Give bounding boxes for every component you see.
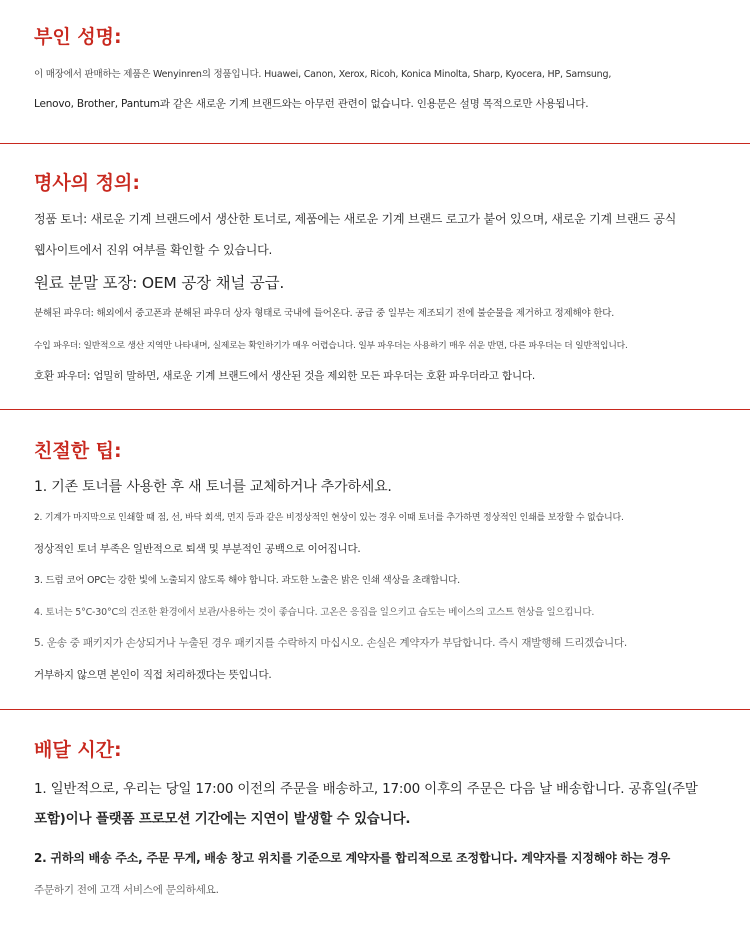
tip-item: 거부하지 않으면 본인이 직접 처리하겠다는 뜻입니다. xyxy=(34,669,272,681)
delivery-item: 1. 일반적으로, 우리는 당일 17:00 이전의 주문을 배송하고, 17:00 이후의 주문은 다음 날 배송합니다. 공휴일(주말 xyxy=(34,781,698,797)
terms-heading: 명사의 정의: xyxy=(34,172,140,194)
tip-item: 2. 기계가 마지막으로 인쇄할 때 점, 선, 바닥 회색, 먼지 등과 같은 비정상적인 현상이 있는 경우 이때 토너를 추가하면 정상적인 인쇄를 보장할 수 없습니다. xyxy=(34,513,624,523)
tip-item: 3. 드럼 코어 OPC는 강한 빛에 노출되지 않도록 해야 합니다. 과도한 노출은 밝은 인쇄 색상을 초래합니다. xyxy=(34,575,460,586)
term-imported-powder: 수입 파우더: 일반적으로 생산 지역만 나타내며, 실제로는 확인하기가 매우 어렵습니다. 일부 파우더는 사용하기 매우 쉬운 반면, 다른 파우더는 더 일반적입니다. xyxy=(34,341,628,351)
tip-item: 5. 운송 중 패키지가 손상되거나 누출된 경우 패키지를 수락하지 마십시오. 손실은 계약자가 부담합니다. 즉시 재발행해 드리겠습니다. xyxy=(34,637,628,649)
disclaimer-heading: 부인 성명: xyxy=(34,26,122,48)
term-split-powder: 분해된 파우더: 해외에서 중고폰과 분해된 파우더 상자 형태로 국내에 들어온다. 공급 중 일부는 제조되기 전에 불순물을 제거하고 정제해야 한다. xyxy=(34,308,615,319)
term-compatible-powder: 호환 파우더: 엄밀히 말하면, 새로운 기계 브랜드에서 생산된 것을 제외한 모든 파우더는 호환 파우더라고 합니다. xyxy=(34,370,535,382)
term-raw-powder: 원료 분말 포장: OEM 공장 채널 공급. xyxy=(34,274,285,292)
section-divider xyxy=(0,143,750,144)
delivery-item: 2. 귀하의 배송 주소, 주문 무게, 배송 창고 위치를 기준으로 계약자를 합리적으로 조정합니다. 계약자를 지정해야 하는 경우 xyxy=(34,851,671,865)
delivery-item: 포함)이나 플랫폼 프로모션 기간에는 지연이 발생할 수 있습니다. xyxy=(34,811,411,827)
term-genuine-toner: 웹사이트에서 진위 여부를 확인할 수 있습니다. xyxy=(34,243,273,257)
tips-heading: 친절한 팁: xyxy=(34,440,122,462)
section-divider xyxy=(0,709,750,710)
disclaimer-text: 이 매장에서 판매하는 제품은 Wenyinren의 정품입니다. Huawei, Canon, Xerox, Ricoh, Konica Minolta, Sharp, Kyocera, HP, Samsung, xyxy=(34,69,612,80)
tip-item: 정상적인 토너 부족은 일반적으로 퇴색 및 부분적인 공백으로 이어집니다. xyxy=(34,543,361,555)
term-genuine-toner: 정품 토너: 새로운 기계 브랜드에서 생산한 토너로, 제품에는 새로운 기계 브랜드 로고가 붙어 있으며, 새로운 기계 브랜드 공식 xyxy=(34,212,677,226)
tip-item: 4. 토너는 5°C-30°C의 건조한 환경에서 보관/사용하는 것이 좋습니다. 고온은 응집을 일으키고 습도는 베이스의 고스트 현상을 일으킵니다. xyxy=(34,607,595,618)
delivery-heading: 배달 시간: xyxy=(34,739,122,761)
disclaimer-text: Lenovo, Brother, Pantum과 같은 새로운 기계 브랜드와는 아무런 관련이 없습니다. 인용문은 설명 목적으로만 사용됩니다. xyxy=(34,98,589,110)
delivery-item: 주문하기 전에 고객 서비스에 문의하세요. xyxy=(34,884,219,896)
tip-item: 1. 기존 토너를 사용한 후 새 토너를 교체하거나 추가하세요. xyxy=(34,479,392,495)
section-divider xyxy=(0,409,750,410)
